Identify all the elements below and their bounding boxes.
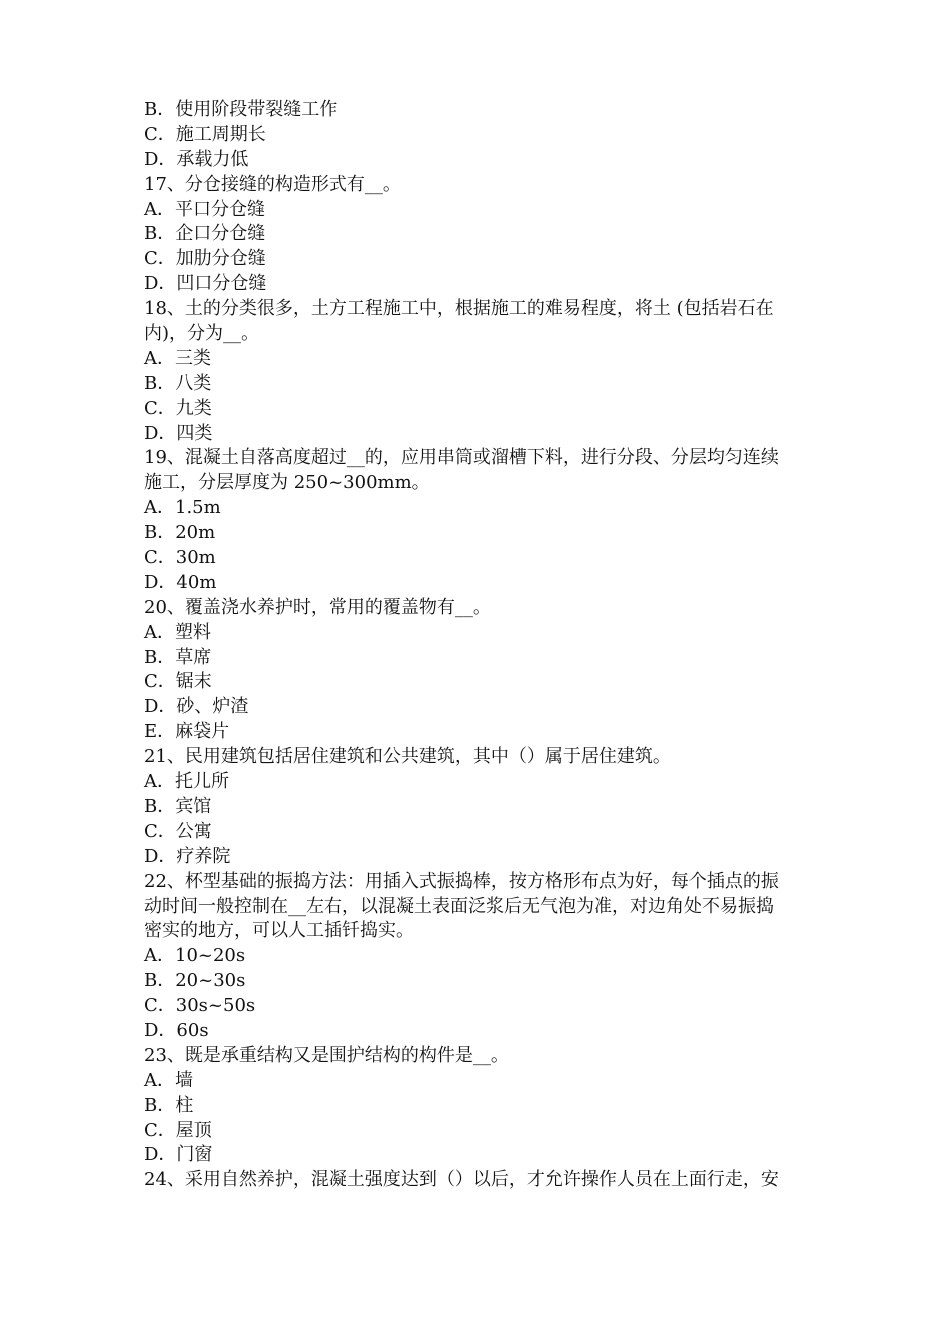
option-line: D．门窗: [144, 1144, 213, 1166]
text-line: C．施工周期长: [144, 123, 266, 145]
option-line: E．麻袋片: [144, 721, 230, 743]
option-line: A．托儿所: [144, 771, 229, 793]
option-line: D．凹口分仓缝: [144, 273, 267, 295]
option-line: C．30m: [144, 547, 216, 569]
option-line: A．10~20s: [144, 945, 246, 967]
question-22-continued: 密实的地方，可以人工插钎捣实。: [144, 920, 414, 942]
option-line: C．公寓: [144, 820, 212, 842]
option-line: A．三类: [144, 347, 211, 369]
question-19-continued: 施工，分层厚度为 250~300mm。: [144, 472, 430, 494]
question-22-continued: 动时间一般控制在__左右，以混凝土表面泛浆后无气泡为准，对边角处不易振捣: [144, 895, 774, 917]
option-line: C．屋顶: [144, 1119, 212, 1141]
option-line: B．宾馆: [144, 795, 212, 817]
document-body: [144, 98, 824, 1193]
question-22: 22、杯型基础的振捣方法：用插入式振捣棒，按方格形布点为好，每个插点的振: [144, 870, 779, 892]
option-line: C．九类: [144, 397, 212, 419]
option-line: A．平口分仓缝: [144, 198, 265, 220]
question-17: 17、分仓接缝的构造形式有__。: [144, 173, 401, 195]
text-line: D．承载力低: [144, 148, 249, 170]
question-24: 24、采用自然养护，混凝土强度达到（）以后，才允许操作人员在上面行走，安: [144, 1169, 779, 1191]
option-line: D．砂、炉渣: [144, 696, 249, 718]
question-23: 23、既是承重结构又是围护结构的构件是__。: [144, 1044, 509, 1066]
question-21: 21、民用建筑包括居住建筑和公共建筑，其中（）属于居住建筑。: [144, 746, 671, 768]
option-line: D．疗养院: [144, 845, 231, 867]
text-line: B．使用阶段带裂缝工作: [144, 99, 338, 120]
question-18-continued: 内)，分为__。: [144, 323, 260, 345]
question-19: 19、混凝土自落高度超过__的，应用串筒或溜槽下料，进行分段、分层均匀连续: [144, 447, 779, 469]
option-line: C．加肋分仓缝: [144, 248, 266, 270]
option-line: B．柱: [144, 1094, 194, 1116]
option-line: A．塑料: [144, 621, 211, 643]
option-line: D．40m: [144, 571, 217, 593]
option-line: B．草席: [144, 646, 212, 668]
question-18: 18、土的分类很多，土方工程施工中，根据施工的难易程度，将土 (包括岩石在: [144, 298, 774, 320]
option-line: D．60s: [144, 1019, 209, 1041]
option-line: B．八类: [144, 372, 212, 394]
option-line: A．1.5m: [144, 497, 221, 519]
option-line: D．四类: [144, 422, 213, 444]
option-line: B．20m: [144, 522, 216, 544]
question-20: 20、覆盖浇水养护时，常用的覆盖物有__。: [144, 596, 491, 618]
option-line: B．20~30s: [144, 970, 246, 992]
option-line: C．30s~50s: [144, 995, 256, 1017]
option-line: C．锯末: [144, 671, 212, 693]
option-line: A．墙: [144, 1069, 193, 1091]
option-line: B．企口分仓缝: [144, 223, 266, 245]
